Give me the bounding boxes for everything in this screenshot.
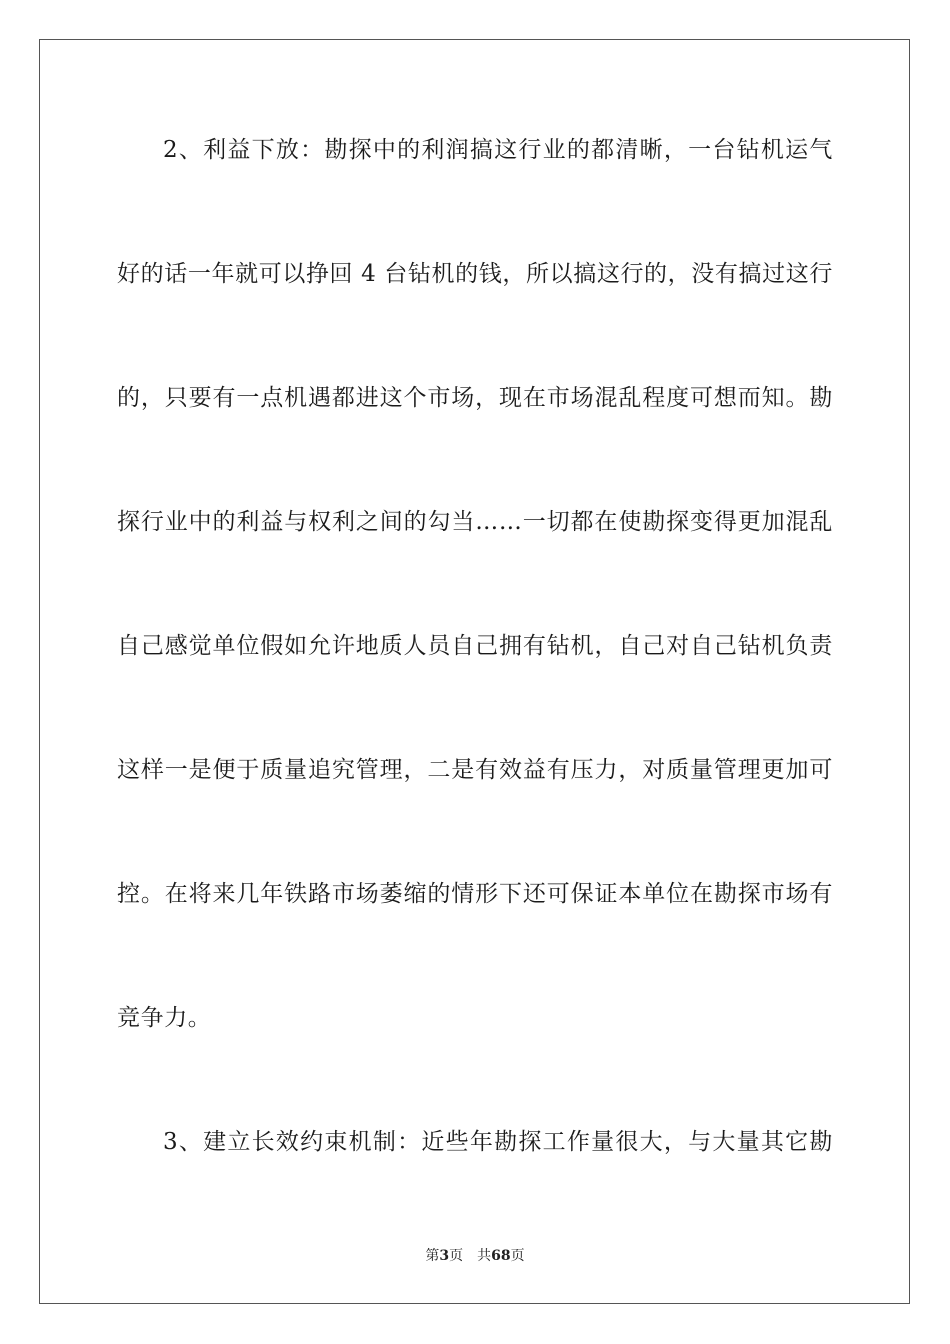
page-label-suffix: 页: [449, 1248, 464, 1264]
total-label-suffix: 页: [510, 1248, 525, 1264]
paragraph-2-line-1: 2、利益下放：勘探中的利润搞这行业的都清晰，一台钻机运气: [163, 137, 833, 163]
paragraph-3-line-1: 3、建立长效约束机制：近些年勘探工作量很大，与大量其它勘: [163, 1129, 833, 1155]
page-label-prefix: 第: [425, 1248, 440, 1264]
total-pages: 68: [491, 1248, 511, 1264]
paragraph-2-line-6: 这样一是便于质量追究管理，二是有效益有压力，对质量管理更加可: [117, 757, 833, 783]
page-footer: [0, 1247, 950, 1265]
paragraph-2-line-3: 的，只要有一点机遇都进这个市场，现在市场混乱程度可想而知。勘: [117, 385, 833, 411]
page-border: [39, 39, 910, 1304]
total-label-prefix: 共: [477, 1248, 492, 1264]
paragraph-2-line-2: 好的话一年就可以挣回 4 台钻机的钱，所以搞这行的，没有搞过这行: [117, 261, 833, 287]
paragraph-2-line-5: 自己感觉单位假如允许地质人员自己拥有钻机，自己对自己钻机负责: [117, 633, 833, 659]
paragraph-2-line-8: 竞争力。: [117, 1005, 212, 1031]
paragraph-2-line-4: 探行业中的利益与权利之间的勾当……一切都在使勘探变得更加混乱: [117, 509, 833, 535]
paragraph-2-line-7: 控。在将来几年铁路市场萎缩的情形下还可保证本单位在勘探市场有: [117, 881, 833, 907]
page-number: 3: [439, 1248, 450, 1264]
